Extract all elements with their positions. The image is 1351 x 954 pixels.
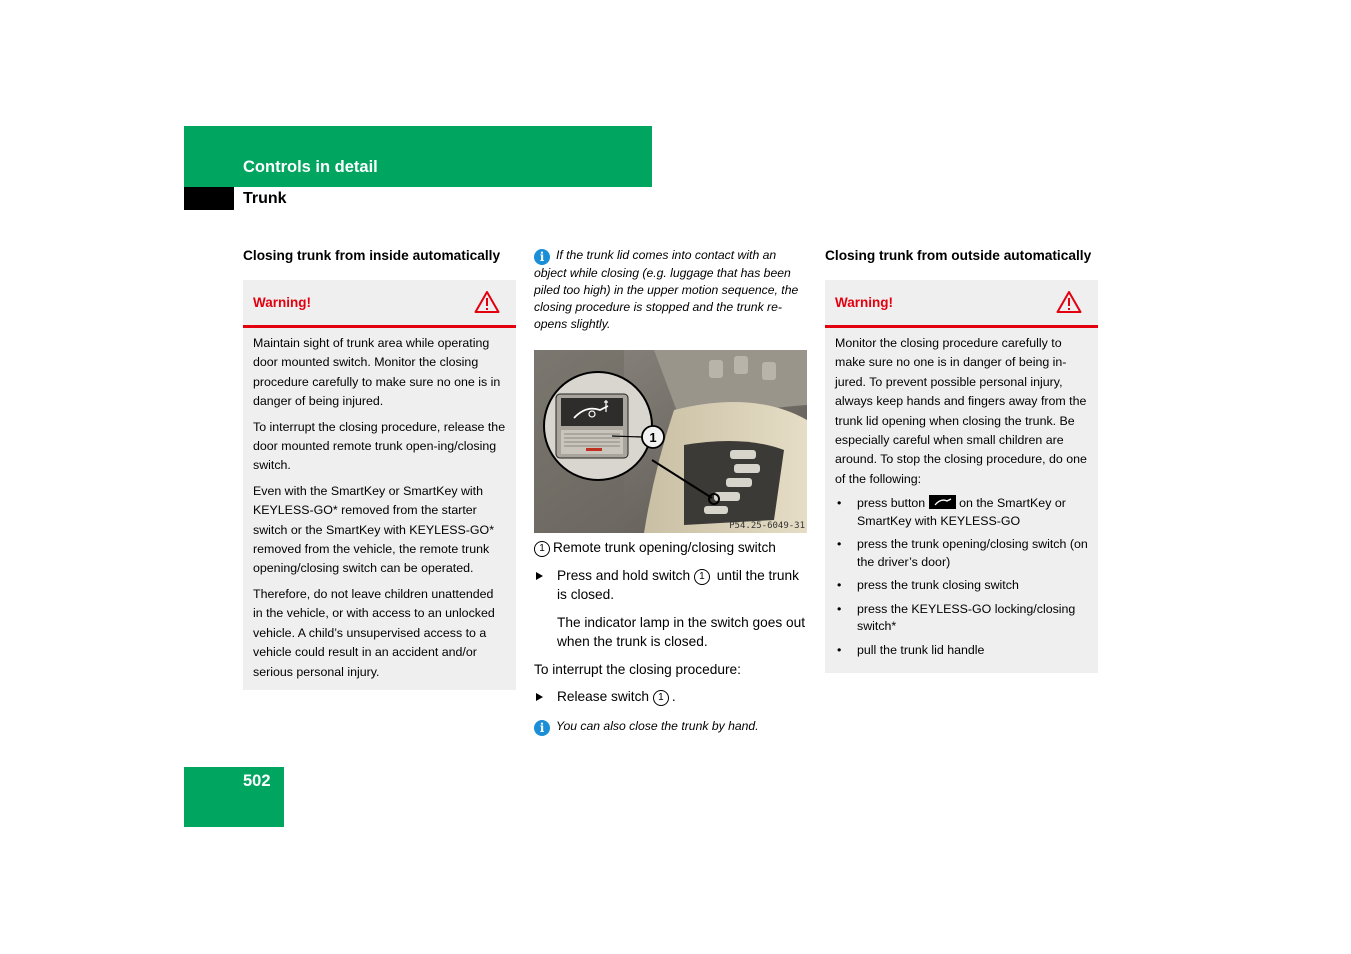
step-release [534, 687, 807, 707]
list-item: • press the trunk opening/closing switch (on the driver’s door) [835, 536, 1088, 571]
warning-paragraph: Monitor the closing procedure carefully to make sure no one is in danger of being in-jured. To prevent possible personal injury, always keep hands and fingers away from the trunk lid opening when closing the trunk. Be especially careful when small children are around. To stop the closing procedure, do one of the following: [835, 336, 1087, 486]
warning-paragraph: Therefore, do not leave children unattended in the vehicle, or with access to an unlocked vehicle. A child’s unsupervised access to a vehicle could result in an accident and/or serious personal injury. [253, 586, 495, 679]
subsection-marker [184, 187, 234, 210]
warning-paragraph: Even with the SmartKey or SmartKey with KEYLESS-GO* removed from the starter switch or the SmartKey with KEYLESS-GO* removed from the vehicle, the remote trunk opening/closing switch can be operated. [253, 483, 495, 576]
step-note: The indicator lamp in the switch goes out when the trunk is closed. [557, 614, 806, 649]
step-arrow-icon [536, 572, 543, 580]
bullet-text-b: on the SmartKey or SmartKey with KEYLESS-GO [857, 496, 1066, 528]
warning-triangle-icon [474, 290, 500, 314]
header-bar [184, 126, 652, 187]
warning-triangle-icon [1056, 290, 1082, 314]
warning-paragraph: Maintain sight of trunk area while operating door mounted switch. Monitor the closing procedure carefully to make sure no one is in danger of being injured. [253, 336, 501, 409]
photo-callout-number: 1 [649, 430, 657, 445]
callout-number-badge: 1 [694, 569, 710, 585]
stop-options-list [835, 495, 1088, 659]
step-text-b: until the trunk is closed. [557, 567, 799, 602]
column-procedure [534, 247, 807, 736]
list-item: • pull the trunk lid handle [835, 642, 1088, 660]
warning-label: Warning! [253, 295, 311, 310]
callout-number-badge: 1 [653, 690, 669, 706]
bullet-text-a: press button [857, 496, 926, 511]
warning-paragraph: To interrupt the closing procedure, release the door mounted remote trunk open-ing/closing switch. [253, 419, 506, 473]
warning-body [825, 328, 1098, 673]
info-note-contact [534, 247, 807, 333]
warning-box-outside [825, 280, 1098, 673]
step-text-a: Press and hold switch [557, 567, 691, 583]
step-press-hold [534, 566, 807, 605]
section-title: Controls in detail [243, 158, 378, 176]
door-switch-photo [534, 350, 807, 533]
photo-caption [534, 538, 807, 558]
warning-box-inside [243, 280, 516, 690]
warning-header [825, 280, 1098, 328]
step-text-b: . [671, 689, 676, 704]
list-item: • press the KEYLESS-GO locking/closing switch* [835, 601, 1088, 636]
door-panel-illustration [534, 350, 807, 533]
page-number: 502 [243, 772, 271, 790]
list-item: • press the trunk closing switch [835, 577, 1088, 595]
outside-closing-heading: Closing trunk from outside automatically [825, 248, 1092, 263]
warning-label: Warning! [835, 295, 893, 310]
inside-closing-heading: Closing trunk from inside automatically [243, 248, 501, 263]
caption-text: Remote trunk opening/closing switch [553, 540, 776, 555]
info-text: If the trunk lid comes into contact with an object while closing (e.g. luggage that has been piled too high) in the upper motion sequence, the closing procedure is stopped and the trunk re-opens slightly. [534, 248, 799, 331]
step-text-a: Release switch [557, 689, 650, 704]
warning-body [243, 328, 516, 690]
callout-number-badge: 1 [534, 541, 550, 557]
info-icon: i [534, 720, 550, 736]
photo-reference-code: P54.25-6049-31 [729, 521, 805, 531]
step-arrow-icon [536, 693, 543, 701]
info-note-hand [534, 718, 807, 736]
subsection-title: Trunk [243, 190, 287, 207]
info-text: You can also close the trunk by hand. [556, 718, 759, 733]
trunk-close-key-icon [929, 495, 956, 509]
info-icon: i [534, 249, 550, 265]
warning-header [243, 280, 516, 328]
interrupt-intro: To interrupt the closing procedure: [534, 661, 741, 677]
column-inside-closing [243, 246, 516, 690]
list-item [835, 495, 1088, 530]
column-outside-closing [825, 246, 1098, 673]
